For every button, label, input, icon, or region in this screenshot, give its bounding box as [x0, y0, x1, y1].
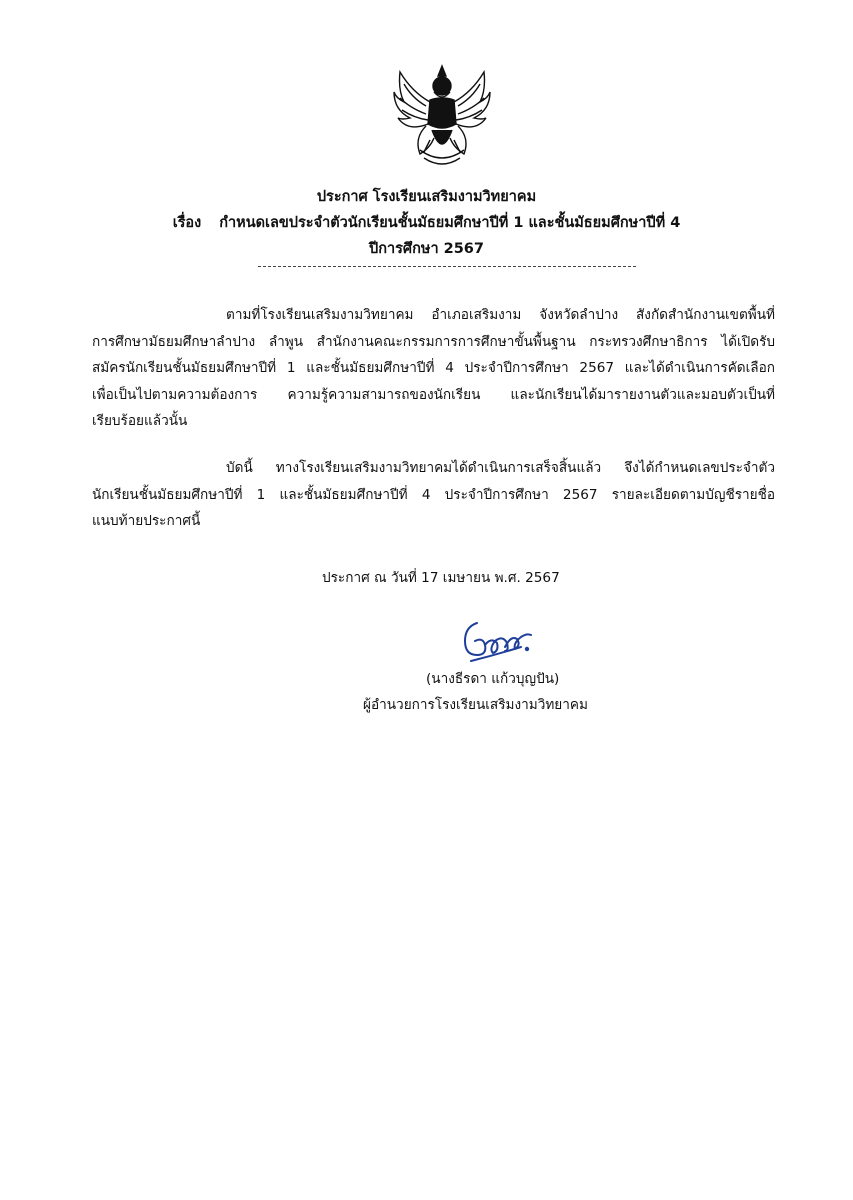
paragraph-1-line: สมัครนักเรียนชั้นมัธยมศึกษาปีที่ 1 และชั้นมัธยมศึกษาปีที่ 4 ประจำปีการศึกษา 2567 และได้ดำเนินการคัดเลือก	[92, 360, 775, 376]
paragraph-2-line: แนบท้ายประกาศนี้	[92, 513, 201, 529]
paragraph-1-line: การศึกษามัธยมศึกษาลำปาง ลำพูน สำนักงานคณะกรรมการการศึกษาขั้นพื้นฐาน กระทรวงศึกษาธิการ ได้เปิดรับ	[92, 333, 775, 350]
paragraph-1	[92, 302, 775, 435]
garuda-emblem-icon	[390, 62, 495, 172]
announcement-subject-line	[0, 212, 853, 234]
header-divider	[258, 266, 636, 267]
paragraph-2-line: นักเรียนชั้นมัธยมศึกษาปีที่ 1 และชั้นมัธยมศึกษาปีที่ 4 ประจำปีการศึกษา 2567 รายละเอียดตามบัญชีรายชื่อ	[92, 486, 775, 503]
paragraph-2-line: บัดนี้ ทางโรงเรียนเสริมงามวิทยาคมได้ดำเนินการเสร็จสิ้นแล้ว จึงได้กำหนดเลขประจำตัว	[226, 460, 775, 476]
signer-name: (นางธีรดา แก้วบุญปัน)	[426, 671, 560, 687]
signature-icon	[455, 615, 550, 670]
announcement-date: ประกาศ ณ วันที่ 17 เมษายน พ.ศ. 2567	[322, 570, 560, 586]
signer-title: ผู้อำนวยการโรงเรียนเสริมงามวิทยาคม	[363, 697, 588, 713]
paragraph-1-line: เพื่อเป็นไปตามความต้องการ ความรู้ความสามารถของนักเรียน และนักเรียนได้มารายงานตัวและมอบตัวเป็นที่	[92, 386, 775, 403]
announcement-title: ประกาศ โรงเรียนเสริมงามวิทยาคม	[316, 189, 537, 205]
academic-year: ปีการศึกษา 2567	[368, 241, 484, 257]
paragraph-1-line: เรียบร้อยแล้วนั้น	[92, 413, 188, 429]
subject-label: เรื่อง	[172, 215, 202, 231]
subject-text: กำหนดเลขประจำตัวนักเรียนชั้นมัธยมศึกษาปีที่ 1 และชั้นมัธยมศึกษาปีที่ 4	[219, 215, 681, 231]
paragraph-1-line: ตามที่โรงเรียนเสริมงามวิทยาคม อำเภอเสริมงาม จังหวัดลำปาง สังกัดสำนักงานเขตพื้นที่	[226, 307, 775, 323]
paragraph-2	[92, 455, 775, 535]
